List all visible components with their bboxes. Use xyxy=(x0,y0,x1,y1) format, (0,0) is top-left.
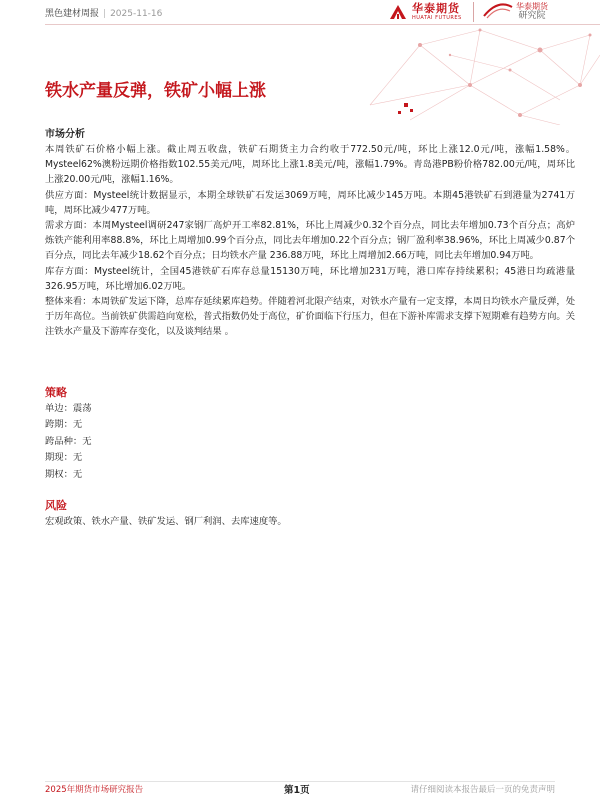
header-separator: | xyxy=(103,9,107,19)
strategy-item-intertemporal: 跨期：无 xyxy=(45,419,83,431)
inventory-paragraph: 库存方面：Mysteel统计，全国45港铁矿石库存总量15130万吨，环比增加231万吨，港口库存持续累积；45港日均疏港量326.95万吨，环比增加6.02万吨。 xyxy=(45,265,575,292)
strategy-item-unilateral: 单边：震荡 xyxy=(45,403,92,414)
market-analysis-section xyxy=(45,127,575,340)
report-date: 2025-11-16 xyxy=(110,9,163,19)
risk-text: 宏观政策、铁水产量、铁矿发运、钢厂利润、去库速度等。 xyxy=(45,516,287,527)
strategy-list xyxy=(45,401,92,483)
research-institute-logo xyxy=(483,0,548,24)
supply-paragraph: 供应方面：Mysteel统计数据显示，本期全球铁矿石发运3069万吨，周环比减少145万吨。本期45港铁矿石到港量为2741万吨，周环比减少477万吨。 xyxy=(45,189,575,216)
page-header xyxy=(0,0,600,26)
report-type-label xyxy=(45,6,162,19)
strategy-item-options: 期权：无 xyxy=(45,468,83,480)
huatai-logo-icon xyxy=(388,3,408,21)
strategy-heading: 策略 xyxy=(45,386,67,399)
research-logo-top: 华泰期货 xyxy=(516,2,548,11)
decorative-network-graphic xyxy=(360,25,600,125)
summary-paragraph: 整体来看：本周铁矿发运下降，总库存延续累库趋势。伴随着河北限产结束，对铁水产量有一定支撑，本周日均铁水产量反弹，处于历年高位。当前铁矿供需趋向宽松，普式指数仍处于高位，矿价面临下行压力，但在下游补库需求支撑下短期难有趋势方向。关注铁水产量及下游库存变化，以及谈判结果 。 xyxy=(45,296,575,338)
report-type: 黑色建材周报 xyxy=(45,9,100,19)
research-logo-bottom: 研究院 xyxy=(518,11,546,21)
logo-text-cn: 华泰期货 xyxy=(412,1,460,15)
logo-divider xyxy=(473,2,474,22)
strategy-item-futures-spot: 期现：无 xyxy=(45,452,83,464)
market-analysis-heading: 市场分析 xyxy=(45,129,85,140)
demand-paragraph: 需求方面：本周Mysteel调研247家钢厂高炉开工率82.81%，环比上周减少0.32个百分点，同比去年增加0.73个百分点；高炉炼铁产能利用率88.8%，环比上周增加0.99个百分点，同比去年增加0.22个百分点；钢厂盈利率38.96%，环比上周减少0.87个百分点，同比去年减少18.62个百分点；日均铁水产量 236.88万吨，环比上周增加2.66万吨，同比去年增加0.94万吨。 xyxy=(45,220,575,262)
report-title: 铁水产量反弹，铁矿小幅上涨 xyxy=(45,81,266,101)
risk-heading: 风险 xyxy=(45,499,67,512)
strategy-item-cross-variety: 跨品种：无 xyxy=(45,435,92,447)
logo-text-en: HUATAI FUTURES xyxy=(412,14,462,21)
huatai-futures-logo xyxy=(388,0,462,24)
page-number: 第1页 xyxy=(284,785,310,796)
research-logo-icon xyxy=(483,1,513,23)
footer-report-name: 2025年期货市场研究报告 xyxy=(45,785,144,795)
price-paragraph: 本周铁矿石价格小幅上涨。截止周五收盘，铁矿石期货主力合约收于772.50元/吨，环比上涨12.0元/吨，涨幅1.58%。Mysteel62%澳粉远期价格指数102.55美元/吨，周环比上涨1.8美元/吨，涨幅1.79%。青岛港PB粉价格782.00元/吨，周环比上涨20.00元/吨，涨幅1.16%。 xyxy=(45,144,575,186)
disclaimer-note: 请仔细阅读本报告最后一页的免责声明 xyxy=(410,785,555,795)
